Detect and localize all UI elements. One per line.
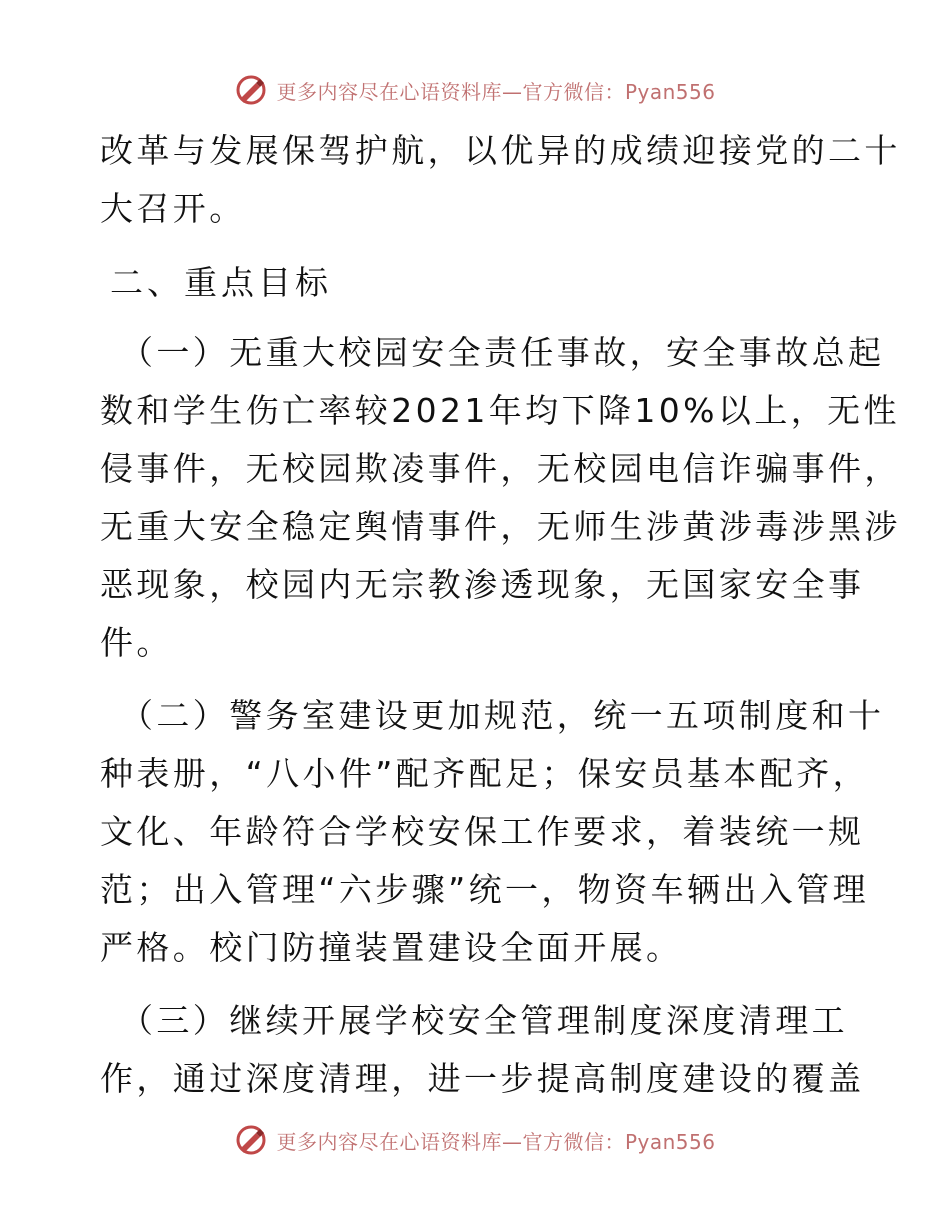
text-line: 文化、年龄符合学校安保工作要求，着装统一规 <box>100 812 865 851</box>
text-line: 严格。校门防撞装置建设全面开展。 <box>100 928 683 967</box>
text-line: 大召开。 <box>100 189 246 228</box>
watermark-text: 更多内容尽在心语资料库—官方微信：Pyan556 <box>276 79 716 104</box>
paragraph-goal-2 <box>100 687 885 977</box>
text-line: （一）无重大校园安全责任事故，安全事故总起 <box>120 333 885 372</box>
document-body <box>100 122 901 1108</box>
text-line: （二）警务室建设更加规范，统一五项制度和十 <box>120 696 885 735</box>
section-heading: 二、重点目标 <box>110 263 332 302</box>
text-line: 改革与发展保驾护航，以优异的成绩迎接党的二十 <box>100 131 901 170</box>
text-line: 种表册，“八小件”配齐配足；保安员基本配齐， <box>100 754 869 793</box>
text-line: （三）继续开展学校安全管理制度深度清理工 <box>120 1001 848 1040</box>
intro-paragraph <box>100 122 901 238</box>
pen-logo-icon <box>234 73 268 107</box>
watermark-header <box>0 70 950 110</box>
text-line: 数和学生伤亡率较2021年均下降10%以上，无性 <box>100 391 900 430</box>
watermark-text: 更多内容尽在心语资料库—官方微信：Pyan556 <box>276 1129 716 1154</box>
text-line: 件。 <box>100 623 173 662</box>
paragraph-goal-1 <box>100 324 901 672</box>
text-line: 范；出入管理“六步骤”统一，物资车辆出入管理 <box>100 870 869 909</box>
text-line: 恶现象，校园内无宗教渗透现象，无国家安全事 <box>100 565 865 604</box>
watermark-footer <box>0 1120 950 1160</box>
text-line: 侵事件，无校园欺凌事件，无校园电信诈骗事件， <box>100 449 901 488</box>
paragraph-goal-3 <box>100 992 865 1108</box>
text-line: 作，通过深度清理，进一步提高制度建设的覆盖 <box>100 1059 865 1098</box>
text-line: 无重大安全稳定舆情事件，无师生涉黄涉毒涉黑涉 <box>100 507 901 546</box>
pen-logo-icon <box>234 1123 268 1157</box>
